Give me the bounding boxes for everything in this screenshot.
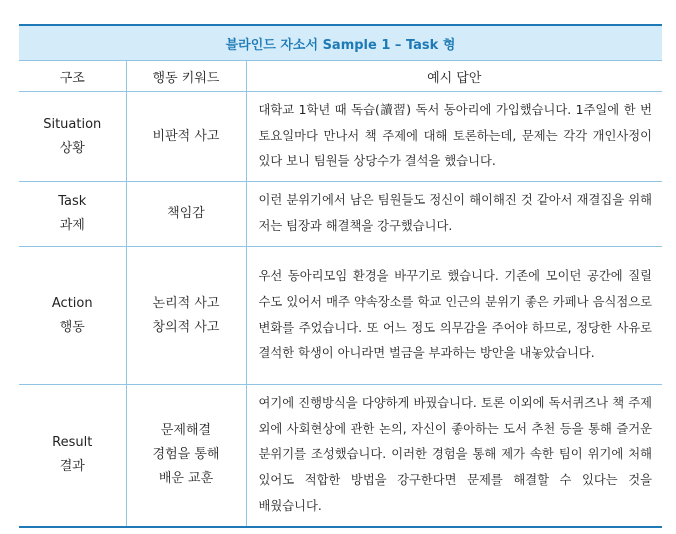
keyword-cell (126, 182, 246, 247)
table-header-row (19, 61, 662, 92)
structure-english: Task (58, 194, 87, 209)
header-example: 예시 답안 (246, 61, 662, 92)
header-structure: 구조 (19, 61, 126, 92)
structure-korean: 행동 (59, 319, 85, 335)
structure-english: Result (52, 435, 93, 451)
example-answer: 우선 동아리모임 환경을 바꾸기로 했습니다. 기존에 모이던 공간에 질릴 수도 있어서 매주 약속장소를 학교 인근의 분위기 좋은 카페나 음식점으로 변화를 주었습니다. 또 어느 정도 의무감을 주어야 하므로, 정당한 사유로 결석한 학생이 아니라면 벌금을 부과하는 방안을 내놓았습니다. (246, 247, 662, 385)
table-row (19, 92, 662, 182)
header-keyword: 행동 키워드 (126, 61, 246, 92)
keyword: 논리적 사고 (152, 295, 220, 311)
star-table (19, 24, 662, 528)
example-answer: 대학교 1학년 때 독습(讀習) 독서 동아리에 가입했습니다. 1주일에 한 번 토요일마다 만나서 책 주제에 대해 토론하는데, 문제는 각각 개인사정이 있다 보니 팀원들 상당수가 결석을 했습니다. (246, 92, 662, 182)
keyword: 배운 교훈 (158, 471, 214, 487)
table-row (19, 182, 662, 247)
structure-cell (19, 92, 126, 182)
example-answer: 여기에 진행방식을 다양하게 바꿨습니다. 토론 이외에 독서퀴즈나 책 주제 외에 사회현상에 관한 논의, 자신이 좋아하는 도서 추천 등을 통해 즐거운 분위기를 조성했습니다. 이러한 경험을 통해 제가 속한 팀이 위기에 처해 있어도 적합한 방법을 강구한다면 문제를 해결할 수 있다는 것을 배웠습니다. (246, 385, 662, 527)
keyword-cell (126, 92, 246, 182)
structure-korean: 상황 (59, 140, 85, 156)
table-title-row (19, 25, 662, 61)
structure-cell (19, 247, 126, 385)
table-row (19, 385, 662, 527)
keyword-cell (126, 385, 246, 527)
keyword: 문제해결 (160, 423, 212, 439)
structure-korean: 결과 (59, 459, 85, 475)
keyword: 경험을 통해 (152, 447, 220, 463)
structure-cell (19, 385, 126, 527)
table-row (19, 247, 662, 385)
example-answer: 이런 분위기에서 남은 팀원들도 정신이 해이해진 것 같아서 재결집을 위해 저는 팀장과 해결책을 강구했습니다. (246, 182, 662, 247)
structure-cell (19, 182, 126, 247)
structure-korean: 과제 (59, 218, 85, 233)
keyword: 책임감 (167, 206, 205, 221)
structure-english: Action (51, 295, 93, 311)
keyword-cell (126, 247, 246, 385)
keyword: 비판적 사고 (152, 128, 220, 144)
keyword: 창의적 사고 (152, 319, 220, 335)
structure-english: Situation (43, 116, 102, 132)
table-title: 블라인드 자소서 Sample 1 – Task 형 (19, 25, 662, 61)
